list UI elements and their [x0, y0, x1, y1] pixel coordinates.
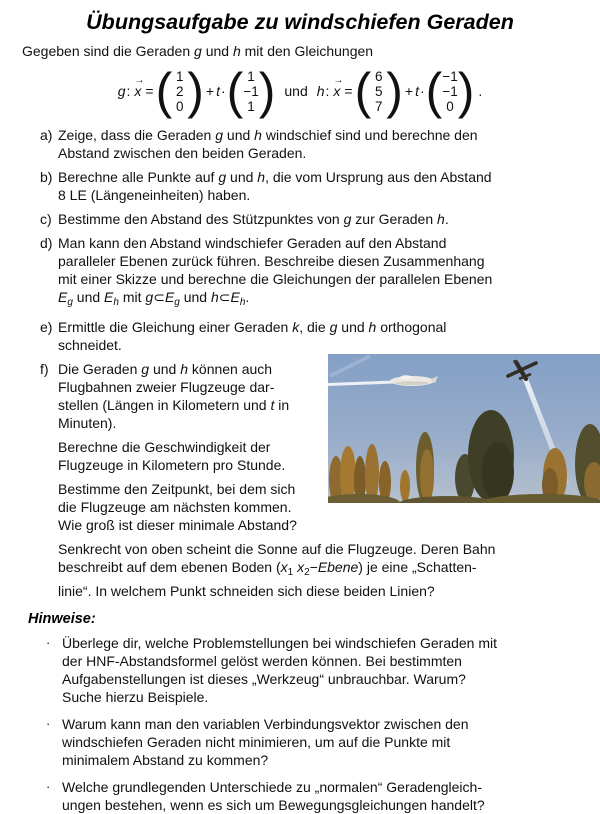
text-segment: g	[215, 127, 224, 143]
text-segment: k	[292, 319, 300, 335]
task-body	[58, 360, 582, 600]
text-segment: Aufgabenstellungen ist dieses „Werkzeug“ unbrauchbar. Warum?	[62, 671, 466, 687]
text-segment: paralleler Ebenen zurück führen. Beschreibe diesen Zusammenhang	[58, 253, 485, 269]
hint-bullet	[46, 634, 586, 706]
text-segment: g	[141, 361, 150, 377]
task-item-f	[40, 360, 582, 600]
text-segment: in	[274, 397, 290, 413]
task-item-e	[40, 318, 582, 354]
task-paragraph	[58, 540, 582, 600]
text-segment: ⊂	[153, 289, 165, 305]
bullet-dot: ·	[46, 635, 51, 650]
task-body	[58, 210, 582, 228]
task-paragraph	[58, 234, 582, 312]
text-segment: können auch	[188, 361, 273, 377]
colon: :	[325, 83, 330, 99]
hints-list	[46, 634, 586, 814]
direction-vector-g	[227, 69, 276, 114]
text-segment: Ermittle die Gleichung einer Geraden	[58, 319, 293, 335]
task-paragraph	[58, 168, 582, 204]
text-segment: h	[368, 319, 377, 335]
task-label: b)	[40, 169, 53, 185]
task-item-d	[40, 234, 582, 312]
task-label: d)	[40, 235, 53, 251]
text-segment: linie“. In welchem Punkt schneiden sich diese beiden Linien?	[58, 583, 435, 599]
text-segment: Bestimme den Zeitpunkt, bei dem sich	[58, 481, 296, 497]
text-segment: h	[254, 127, 262, 143]
line-name-h: h	[316, 83, 325, 99]
text-segment: windschiefen Geraden nicht minimieren, um auf die Punkte mit	[62, 734, 451, 750]
text-segment: Berechne alle Punkte auf	[58, 169, 219, 185]
text-segment: E	[164, 289, 175, 305]
text-segment: Suche hierzu Beispiele.	[62, 689, 209, 705]
text-segment: E	[58, 289, 68, 305]
bullet-dot: ·	[46, 779, 51, 794]
colon: :	[126, 83, 131, 99]
hints-heading: Hinweise:	[28, 611, 96, 627]
task-paragraph	[58, 126, 582, 162]
text-segment: E	[230, 289, 240, 305]
task-label: e)	[40, 319, 53, 335]
text-segment: )	[358, 559, 363, 575]
hint-text	[62, 634, 497, 706]
text-segment: g	[145, 289, 154, 305]
support-vector-h	[355, 69, 403, 114]
text-segment: und	[337, 319, 369, 335]
text-segment: und	[72, 289, 105, 305]
task-body	[58, 126, 582, 162]
text-segment: mit	[118, 289, 146, 305]
direction-vector-h-values: ( −1 −1 0	[442, 68, 458, 114]
text-segment: stellen (Längen in Kilometern und	[58, 397, 271, 413]
task-item-b	[40, 168, 582, 204]
line-name-g: g	[117, 83, 126, 99]
equation-period: .	[478, 83, 483, 99]
plus: +	[205, 83, 215, 99]
text-segment: minimalem Abstand zu kommen?	[62, 752, 269, 768]
task-paragraph	[58, 318, 582, 354]
text-segment: und	[149, 361, 181, 377]
text-segment: Warum kann man den variablen Verbindungsvektor zwischen den	[62, 716, 469, 732]
text-segment: , die	[299, 319, 330, 335]
task-body	[58, 318, 582, 354]
task-label: c)	[40, 211, 52, 227]
text-segment: 8 LE (Längeneinheiten) haben.	[58, 187, 251, 203]
text-segment: g	[67, 297, 73, 308]
hint-text	[62, 715, 469, 769]
text-segment: g	[218, 169, 227, 185]
text-segment: E	[104, 289, 114, 305]
text-segment: h	[232, 43, 241, 59]
text-segment: t	[270, 397, 275, 413]
vector-x: → x	[134, 82, 141, 100]
task-body	[58, 168, 582, 204]
airplanes-photo-graphic	[328, 354, 600, 503]
text-segment: h	[113, 297, 119, 308]
text-segment: g	[194, 43, 202, 59]
text-segment: und	[179, 289, 211, 305]
bullet-dot: ·	[46, 716, 51, 731]
dot: ·	[420, 83, 425, 99]
connector-und: und	[284, 83, 308, 99]
text-segment: mit den Gleichungen	[240, 43, 374, 59]
text-segment: schneidet.	[58, 337, 122, 353]
parameter-t: t	[415, 83, 419, 99]
text-segment: h	[257, 169, 266, 185]
text-segment: x	[280, 559, 288, 575]
task-paragraph	[58, 210, 582, 228]
worksheet-page	[0, 9, 600, 813]
text-segment: orthogonal	[376, 319, 447, 335]
text-segment: zur Geraden	[351, 211, 438, 227]
text-segment: und	[201, 43, 233, 59]
text-segment: (	[275, 559, 281, 575]
direction-vector-h	[426, 69, 475, 114]
intro-text	[22, 42, 600, 60]
plus: +	[404, 83, 414, 99]
text-segment: Flugbahnen zweier Flugzeuge dar-	[58, 379, 275, 395]
page-title: Übungsaufgabe zu windschiefen Geraden	[86, 10, 514, 34]
task-label: a)	[40, 127, 53, 143]
task-item-c	[40, 210, 582, 228]
text-segment: Berechne die Geschwindigkeit der	[58, 439, 271, 455]
parameter-t: t	[216, 83, 220, 99]
text-segment: Überlege dir, welche Problemstellungen bei windschiefen Geraden mit	[62, 635, 498, 651]
text-segment: Die Geraden	[58, 361, 142, 377]
text-segment: und	[226, 169, 258, 185]
text-segment: Wie groß ist dieser minimale Abstand?	[58, 517, 297, 533]
equals: =	[344, 83, 353, 99]
text-segment: g	[329, 319, 338, 335]
text-segment: Man kann den Abstand windschiefer Geraden auf den Abstand	[58, 235, 447, 251]
support-vector-g-values: ( 1 2 0	[175, 68, 184, 114]
text-segment: g	[174, 297, 180, 308]
text-segment: beschreibt auf dem ebenen Boden	[58, 559, 276, 575]
equals: =	[145, 83, 154, 99]
vector-x: → x	[333, 82, 340, 100]
hint-bullet	[46, 715, 586, 769]
text-segment: Abstand zwischen den beiden Geraden.	[58, 145, 307, 161]
text-segment: 2	[304, 567, 310, 578]
text-segment: −	[309, 559, 318, 575]
text-segment: Flugzeuge in Kilometern pro Stunde.	[58, 457, 286, 473]
text-segment: Bestimme den Abstand des Stützpunktes von	[58, 211, 344, 227]
text-segment: Zeige, dass die Geraden	[58, 127, 216, 143]
text-segment: je eine „Schatten-	[362, 559, 477, 575]
direction-vector-g-values: ( 1 −1 1	[243, 68, 259, 114]
text-segment: .	[245, 289, 250, 305]
task-label: f)	[40, 361, 49, 377]
hint-text	[62, 778, 485, 814]
dot: ·	[220, 83, 226, 99]
airplanes-photo	[328, 354, 600, 503]
text-segment: der HNF-Abstandsformel gelöst werden können. Bei bestimmten	[62, 653, 462, 669]
task-list	[40, 126, 582, 600]
line-equations	[0, 62, 600, 120]
support-vector-h-values: ( 6 5 7	[375, 68, 383, 114]
text-segment: .	[444, 211, 449, 227]
text-segment: Minuten).	[58, 415, 117, 431]
support-vector-g	[156, 69, 204, 114]
text-segment: h	[239, 297, 246, 308]
text-segment: h	[437, 211, 445, 227]
text-segment: und	[223, 127, 255, 143]
text-segment: x	[297, 559, 305, 575]
task-item-a	[40, 126, 582, 162]
text-segment: Gegeben sind die Geraden	[22, 43, 195, 59]
text-segment: ungen bestehen, wenn es sich um Bewegungsgleichungen handelt?	[62, 797, 485, 813]
text-segment: mit einer Skizze und berechne die Gleichungen der parallelen Ebenen	[58, 271, 493, 287]
text-segment: Ebene	[317, 559, 359, 575]
text-segment: Welche grundlegenden Unterschiede zu „normalen“ Geradengleich-	[62, 779, 482, 795]
text-segment: h	[180, 361, 189, 377]
text-segment: 1	[287, 567, 294, 578]
text-segment: ⊂	[218, 289, 231, 305]
text-segment: , die vom Ursprung aus den Abstand	[265, 169, 492, 185]
hint-bullet	[46, 778, 586, 814]
task-body	[58, 234, 582, 312]
text-segment: g	[343, 211, 352, 227]
text-segment: h	[210, 289, 219, 305]
text-segment: windschief sind und berechne den	[261, 127, 478, 143]
text-segment: Senkrecht von oben scheint die Sonne auf die Flugzeuge. Deren Bahn	[58, 541, 496, 557]
text-segment: die Flugzeuge am nächsten kommen.	[58, 499, 292, 515]
